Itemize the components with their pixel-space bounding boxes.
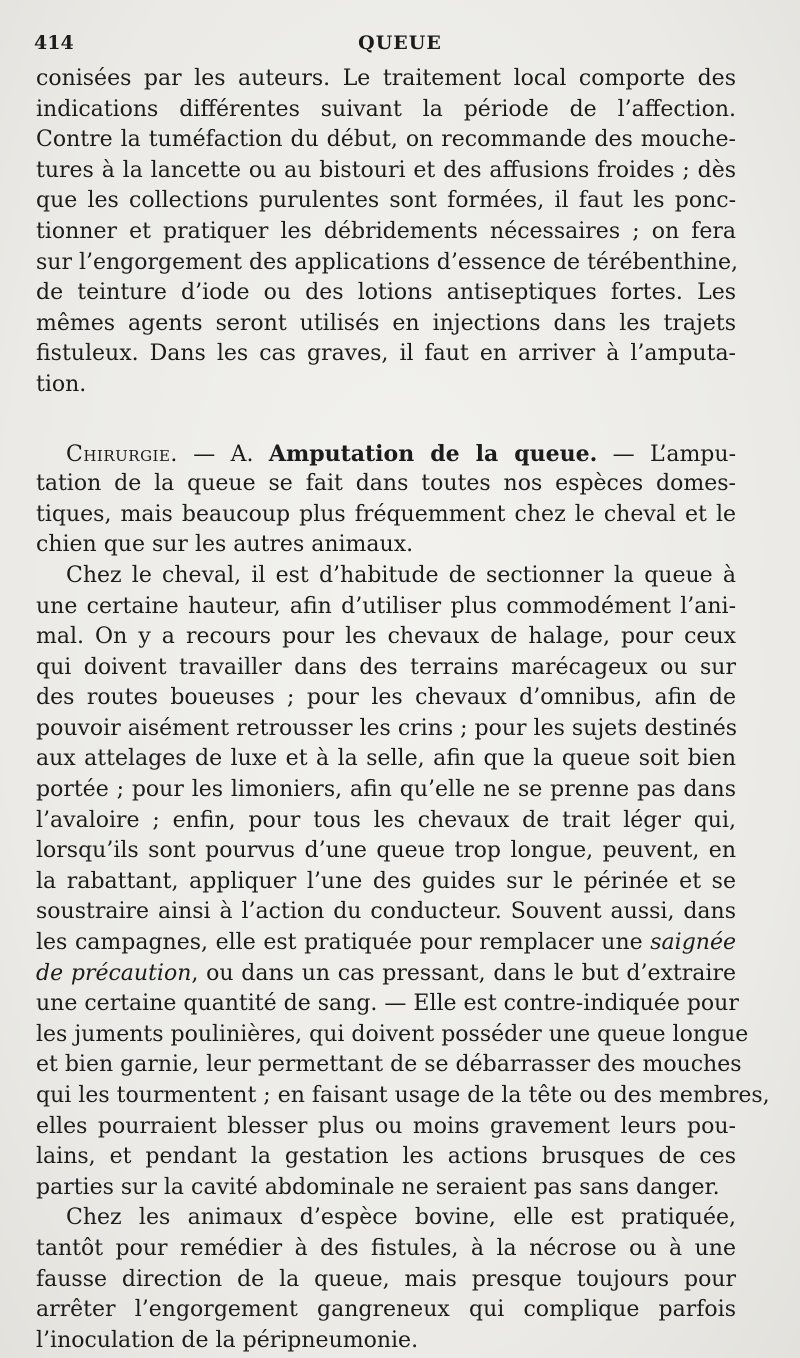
paragraph-treatment [36,64,736,401]
text-line: sur l’engorgement des applications d’essence de térébenthine, [36,249,738,275]
text-line: indications différentes suivant la période de l’affection. [36,96,736,122]
text-line: aux attelages de luxe et à la selle, afin que la queue soit bien [36,746,736,772]
text-line: lains, et pendant la gestation les actions brusques de ces [36,1144,736,1170]
line-text: , ou dans un cas pressant, dans le but d’extraire [191,960,736,986]
text-line: portée ; pour les limoniers, afin qu’elle ne se prenne pas dans [36,777,736,803]
text-line: soustraire ainsi à l’action du conducteur. Souvent aussi, dans [36,899,736,925]
text-line: les juments poulinières, qui doivent posséder une queue longue [36,1021,749,1047]
text-line-italic-end [36,959,736,990]
text-line: tantôt pour remédier à des fistules, à la nécrose ou à une [36,1235,736,1261]
text-line: et bien garnie, leur permettant de se débarrasser des mouches [36,1052,742,1078]
text-line: tiques, mais beaucoup plus fréquemment chez le cheval et le [36,501,736,527]
paragraph-bovine [36,1203,736,1356]
text-line: mal. On y a recours pour les chevaux de halage, pour ceux [36,624,736,650]
text-line: tation de la queue se fait dans toutes nos espèces domes- [36,471,736,497]
running-title: QUEUE [358,32,442,54]
text-line: tionner et pratiquer les débridements nécessaires ; on fera [36,218,736,244]
section-heading-line [36,439,736,470]
text-line: lorsqu’ils sont pourvus d’une queue trop longue, peuvent, en [36,838,736,864]
text-line: chien que sur les autres animaux. [36,532,414,558]
text-line: fausse direction de la queue, mais presque toujours pour [36,1266,736,1292]
heading-line-rest: — L’ampu- [597,441,736,467]
text-line: une certaine hauteur, afin d’utiliser plus commodément l’ani- [36,593,736,619]
section-title: Amputation de la queue. [268,440,598,467]
text-line: qui doivent travailler dans des terrains marécageux ou sur [36,654,736,680]
text-line: tures à la lancette ou au bistouri et des affusions froides ; dès [36,157,736,183]
text-line: arrêter l’engorgement gangreneux qui complique parfois [36,1297,736,1323]
text-line: pouvoir aisément retrousser les crins ; pour les sujets destinés [36,715,738,741]
italic-term: de précaution [36,960,192,986]
text-line: conisées par les auteurs. Le traitement local comporte des [36,66,736,91]
body-text [36,64,770,1356]
text-line: qui les tourmentent ; en faisant usage de la tête ou des membres, [36,1083,770,1108]
text-line: de teinture d’iode ou des lotions antiseptiques fortes. Les [36,280,736,306]
text-line: Chez les animaux d’espèce bovine, elle est pratiquée, [66,1205,736,1231]
heading-separator: — A. [177,441,269,467]
text-line: que les collections purulentes sont formées, il faut les ponc- [36,188,736,214]
text-line: tion. [36,371,87,397]
line-text: les campagnes, elle est pratiquée pour remplacer une [36,930,651,956]
section-label: Chirurgie. [66,441,178,467]
text-line-italic-start [36,928,736,959]
text-line: l’avaloire ; enfin, pour tous les chevaux de trait léger qui, [36,807,736,833]
paragraph-horse [36,561,770,1203]
section-surgery [36,439,736,561]
text-line: l’inoculation de la péripneumonie. [36,1327,419,1353]
text-line: Contre la tuméfaction du début, on recommande des mouche- [36,127,736,153]
italic-term: saignée [650,930,736,956]
text-line: Chez le cheval, il est d’habitude de sectionner la queue à [66,562,736,588]
text-line: des routes boueuses ; pour les chevaux d’omnibus, afin de [36,685,736,711]
text-line: fistuleux. Dans les cas graves, il faut en arriver à l’amputa- [36,341,736,367]
text-line: la rabattant, appliquer l’une des guides sur le périnée et se [36,868,736,894]
text-line: parties sur la cavité abdominale ne seraient pas sans danger. [36,1174,720,1200]
text-line: une certaine quantité de sang. — Elle est contre-indiquée pour [36,991,739,1017]
text-line: mêmes agents seront utilisés en injections dans les trajets [36,310,736,336]
page-number: 414 [34,32,74,54]
running-head [34,32,766,58]
text-line: elles pourraient blesser plus ou moins gravement leurs pou- [36,1113,736,1139]
section-gap [36,401,736,439]
